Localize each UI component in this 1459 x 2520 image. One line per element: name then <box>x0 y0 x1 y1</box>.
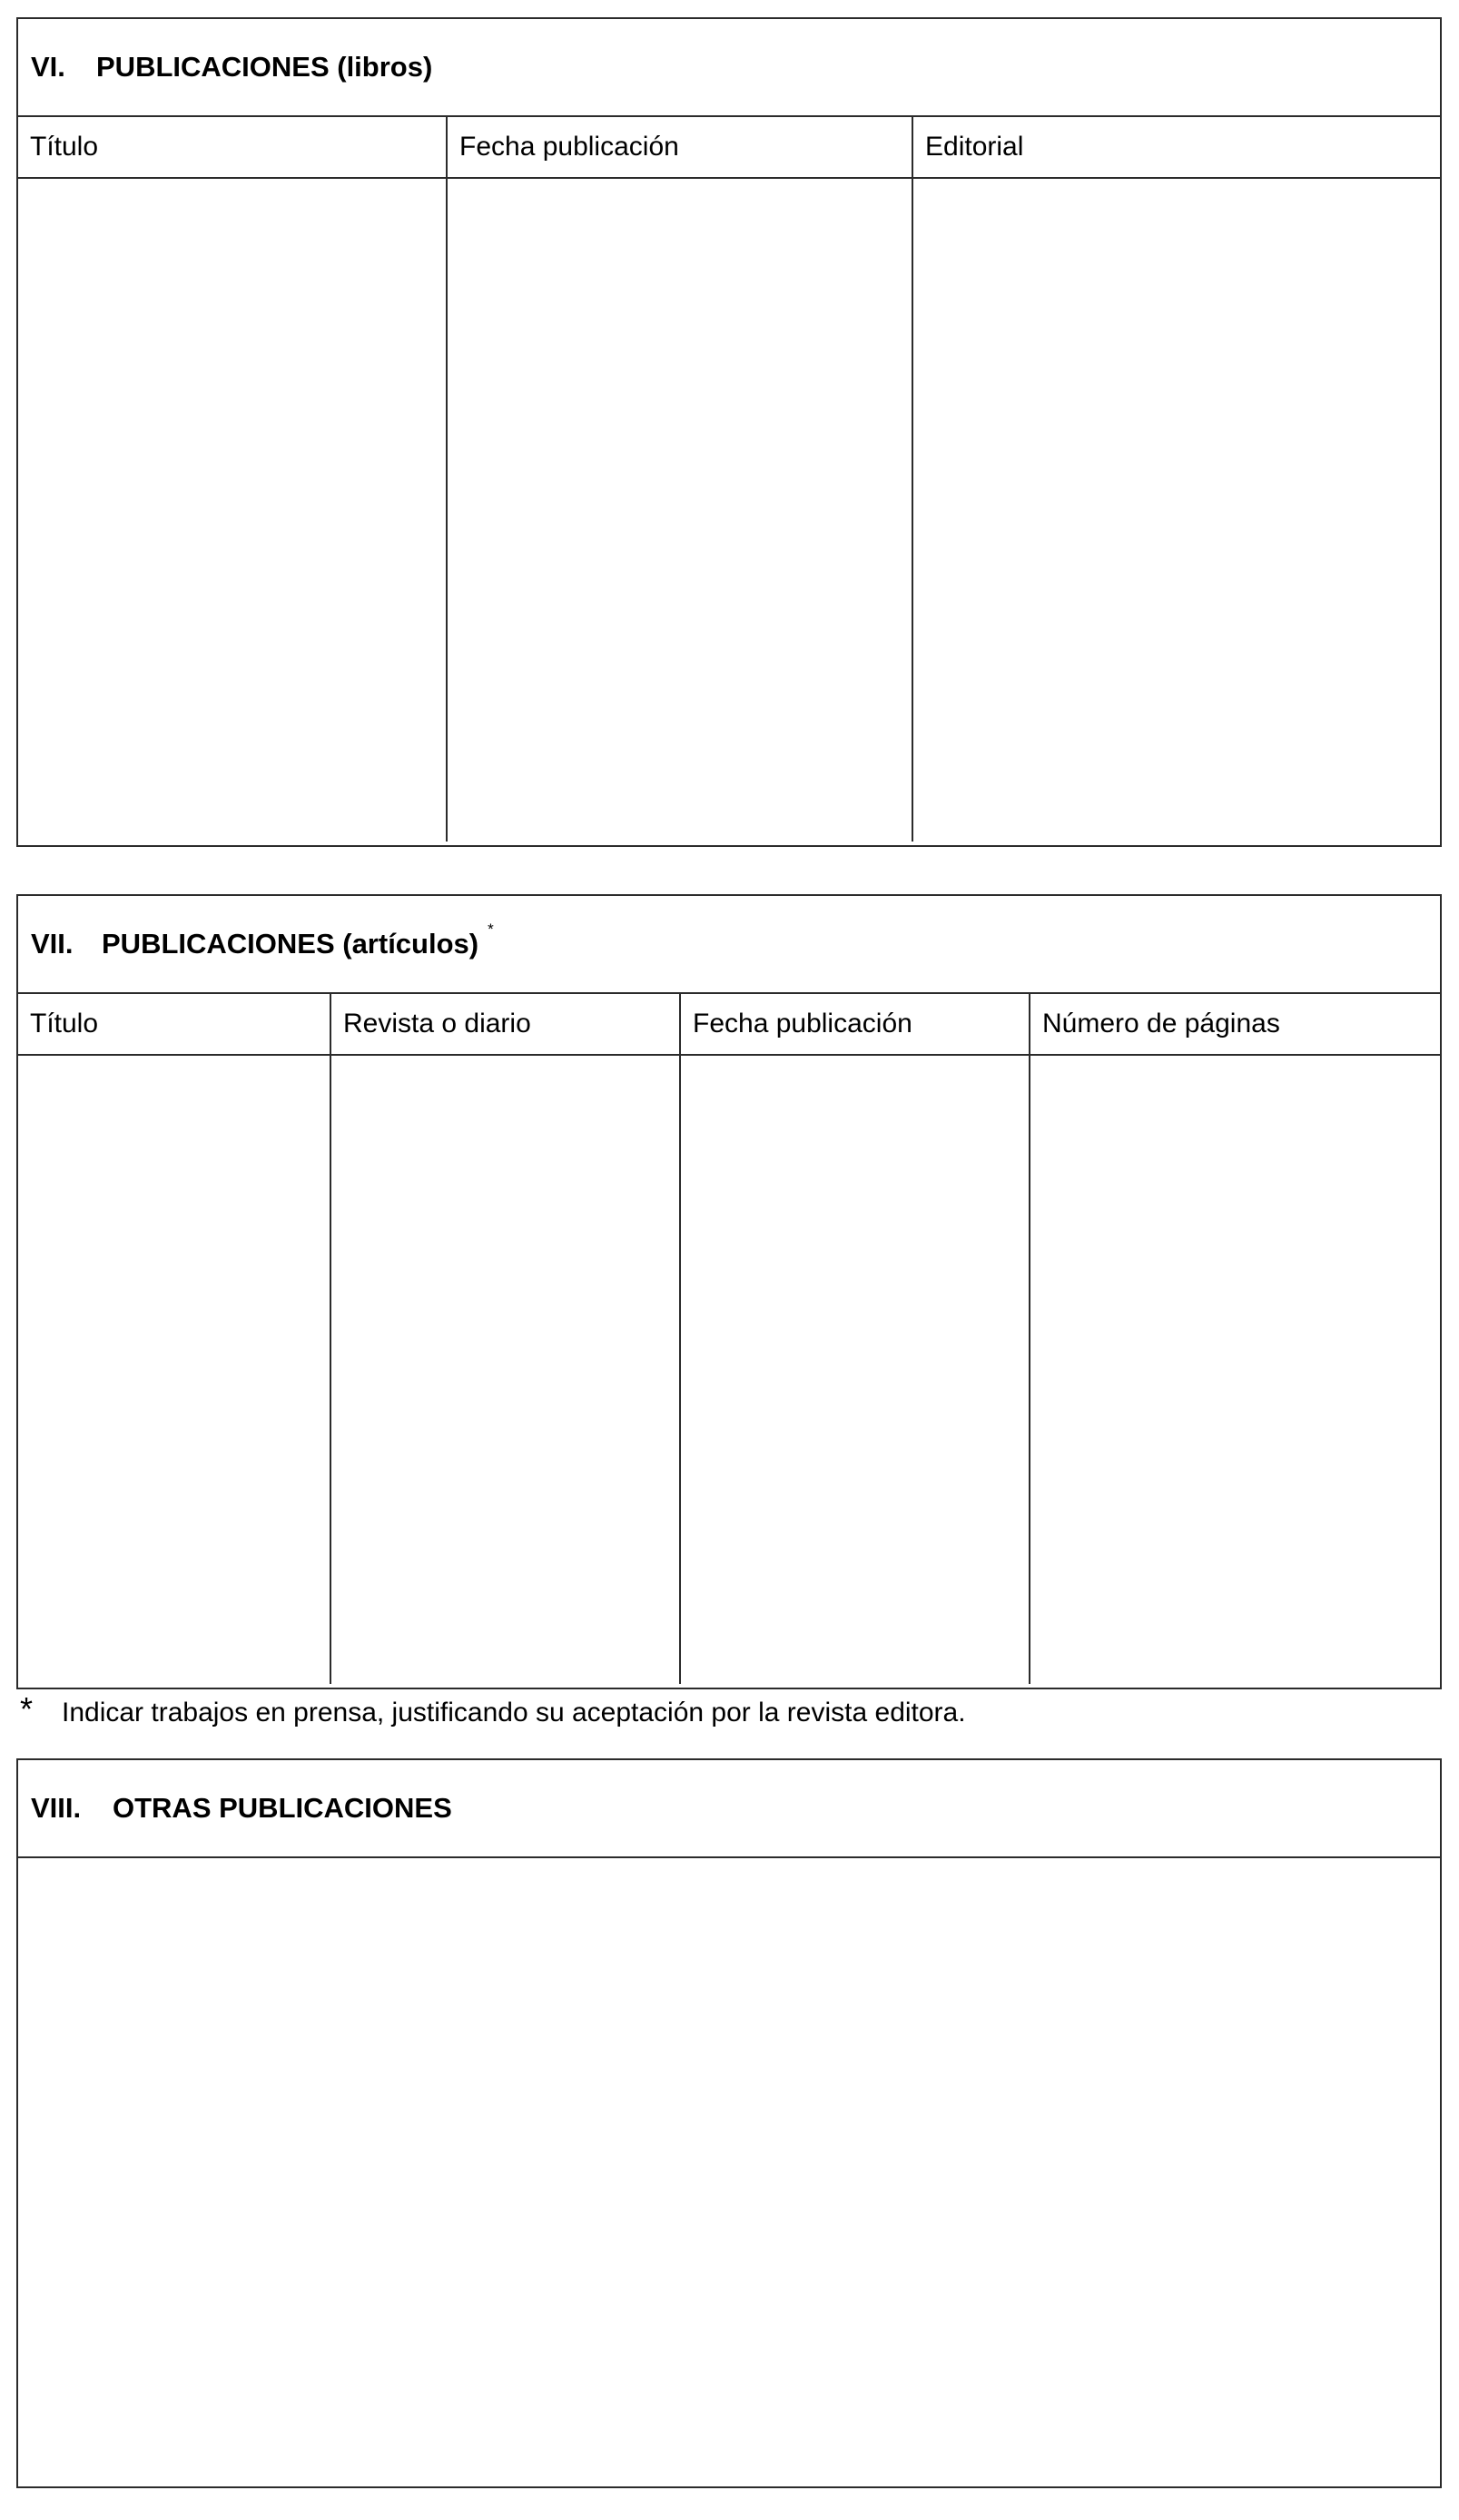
articles-col-journal: Revista o diario <box>330 994 680 1055</box>
articles-section-header <box>18 896 1440 994</box>
articles-section <box>16 894 1442 1689</box>
articles-page-count-cell[interactable] <box>1030 1055 1440 1684</box>
books-col-publisher: Editorial <box>912 117 1440 178</box>
footnote-asterisk: * <box>20 1690 34 1728</box>
other-publications-header <box>18 1760 1440 1858</box>
other-publications-title: OTRAS PUBLICACIONES <box>113 1792 452 1824</box>
articles-col-title: Título <box>18 994 330 1055</box>
books-publisher-cell[interactable] <box>912 178 1440 842</box>
articles-section-number: VII. <box>31 928 74 960</box>
books-publication-date-cell[interactable] <box>447 178 912 842</box>
books-title-cell[interactable] <box>18 178 447 842</box>
articles-table-header-row <box>18 994 1440 1055</box>
books-section-number: VI. <box>31 51 65 83</box>
articles-footnote-marker: * <box>488 920 494 938</box>
articles-journal-cell[interactable] <box>330 1055 680 1684</box>
articles-col-publication-date: Fecha publicación <box>680 994 1030 1055</box>
footnote-text: Indicar trabajos en prensa, justificando su aceptación por la revista editora. <box>62 1698 966 1728</box>
articles-col-page-count: Número de páginas <box>1030 994 1440 1055</box>
books-col-title: Título <box>18 117 447 178</box>
other-publications-entry-area[interactable] <box>18 1858 1440 2485</box>
other-publications-section <box>16 1758 1442 2488</box>
articles-entry-row <box>18 1055 1440 1684</box>
books-section-title: PUBLICACIONES (libros) <box>96 51 433 83</box>
articles-publication-date-cell[interactable] <box>680 1055 1030 1684</box>
other-publications-number: VIII. <box>31 1792 82 1824</box>
books-table <box>18 117 1440 842</box>
books-section-header <box>18 19 1440 117</box>
books-table-header-row <box>18 117 1440 178</box>
books-entry-row <box>18 178 1440 842</box>
articles-title-cell[interactable] <box>18 1055 330 1684</box>
books-col-publication-date: Fecha publicación <box>447 117 912 178</box>
books-section <box>16 17 1442 847</box>
articles-table <box>18 994 1440 1684</box>
articles-section-title: PUBLICACIONES (artículos) <box>102 928 479 960</box>
